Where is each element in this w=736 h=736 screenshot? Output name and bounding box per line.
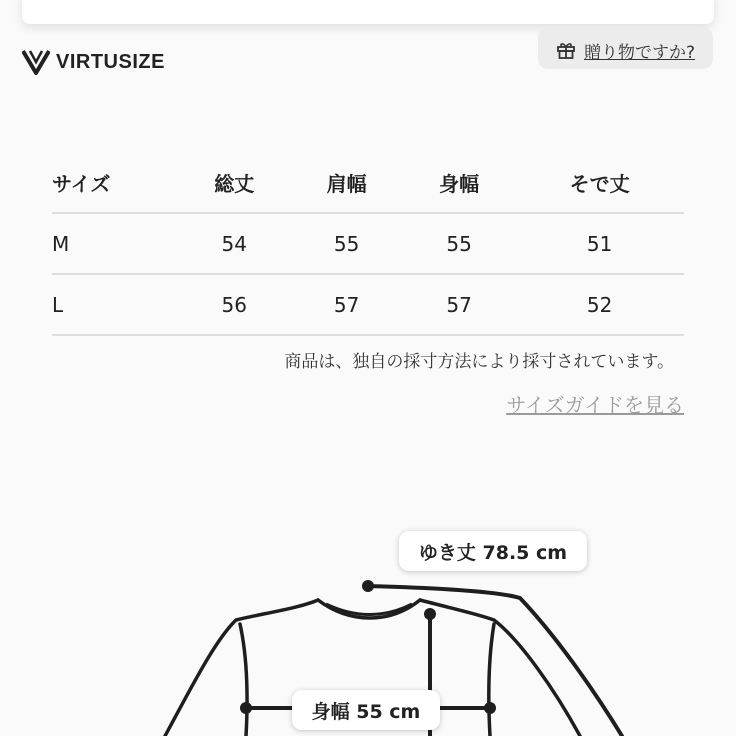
virtusize-logo [22, 48, 165, 76]
cell-size: M [52, 213, 178, 274]
cell-total-length: 54 [178, 213, 290, 274]
size-table [52, 152, 684, 336]
cell-shoulder-width: 57 [290, 274, 402, 335]
gift-label: 贈り物ですか? [583, 42, 696, 63]
body-width-dot-left [240, 702, 252, 714]
cell-size: L [52, 274, 178, 335]
header-body-width: 身幅 [403, 152, 515, 213]
cell-shoulder-width: 55 [290, 213, 402, 274]
cell-body-width: 55 [403, 213, 515, 274]
header-total-length: 総丈 [178, 152, 290, 213]
cell-sleeve-length: 52 [515, 274, 684, 335]
header-size: サイズ [52, 152, 178, 213]
table-header-row [52, 152, 684, 213]
length-start-dot [424, 608, 436, 620]
virtusize-v-icon [22, 49, 50, 75]
body-width-label: 身幅 55 cm [292, 690, 440, 730]
table-row [52, 274, 684, 335]
body-width-dot-right [484, 702, 496, 714]
table-row [52, 213, 684, 274]
size-guide-link[interactable]: サイズガイドを見る [506, 393, 684, 417]
measurement-note: 商品は、独自の採寸方法により採寸されています。 [284, 352, 674, 372]
gift-button[interactable] [538, 27, 713, 69]
gift-icon [556, 40, 576, 60]
yuki-start-dot [362, 580, 374, 592]
yuki-length-label: ゆき丈 78.5 cm [399, 531, 587, 571]
cell-body-width: 57 [403, 274, 515, 335]
cell-sleeve-length: 51 [515, 213, 684, 274]
brand-name: VIRTUSIZE [56, 50, 165, 73]
top-card [22, 0, 714, 24]
header-sleeve-length: そで丈 [515, 152, 684, 213]
header-shoulder-width: 肩幅 [290, 152, 402, 213]
cell-total-length: 56 [178, 274, 290, 335]
